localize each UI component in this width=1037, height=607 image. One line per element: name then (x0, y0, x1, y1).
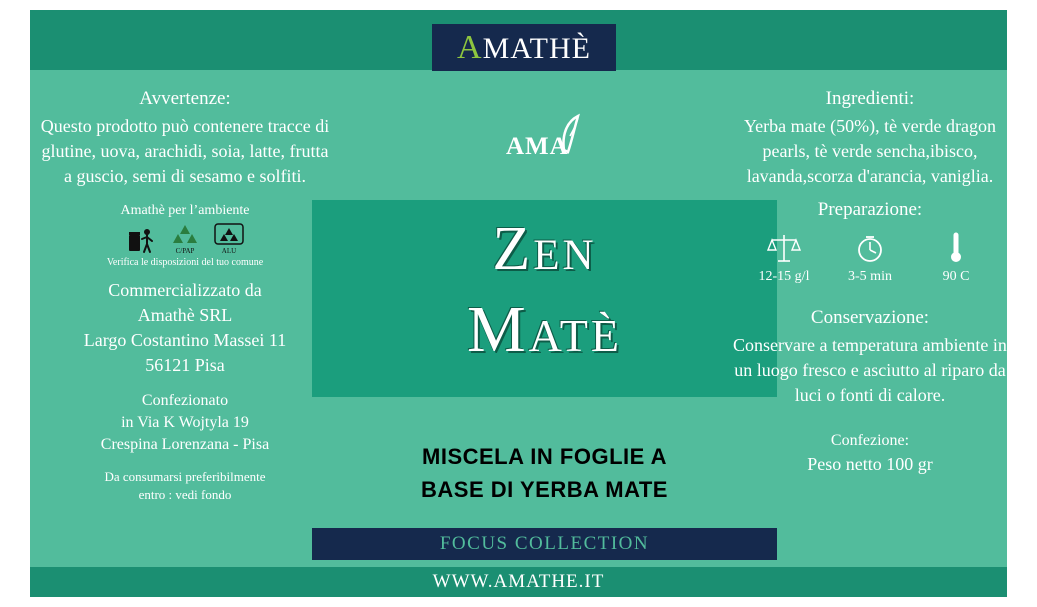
brand-name (457, 29, 591, 67)
product-name-line-1: Zen (492, 215, 597, 283)
package-title: Confezione: (830, 432, 910, 449)
distributor-line-1: Commercializzato da (108, 280, 262, 300)
brand-logo-box (432, 24, 616, 71)
recycle-aluminium-icon (212, 223, 246, 255)
website-label: WWW.AMATHE.IT (432, 571, 605, 592)
bin-litter-icon (124, 223, 158, 255)
distributor-line-4: 56121 Pisa (145, 355, 225, 375)
top-brand-bar (30, 10, 1007, 70)
footer-bar (30, 567, 1007, 597)
preparation-dose-value: 12-15 g/l (758, 269, 810, 284)
storage-text: Conservare a temperatura ambiente in un luogo fresco e asciutto al riparo da luci o fonti di calore. (733, 335, 1007, 405)
collection-label: FOCUS COLLECTION (439, 533, 650, 554)
brand-name-rest: MATHÈ (482, 31, 591, 65)
preparation-time (838, 227, 902, 285)
product-subtitle (312, 440, 777, 506)
packaging-line-2: in Via K Wojtyla 19 (121, 414, 249, 431)
collection-bar (312, 528, 777, 560)
right-info-column (730, 88, 1010, 477)
recycle-paper-label: C/PAP (175, 247, 195, 255)
product-subtitle-line-2: BASE DI YERBA MATE (421, 477, 668, 502)
ama-leaf-logo (492, 106, 592, 182)
preparation-time-value: 3-5 min (848, 269, 892, 284)
preparation-temperature-value: 90 C (942, 269, 970, 284)
preparation-icon-row (730, 227, 1010, 285)
clock-icon (838, 227, 902, 265)
ingredients-text: Yerba mate (50%), tè verde dragon pearls, tè verde sencha,ibisco, lavanda,scorza d'arancia, vaniglia. (743, 116, 997, 186)
thermometer-icon (924, 227, 988, 265)
preparation-dose (752, 227, 816, 285)
product-subtitle-line-1: MISCELA IN FOGLIE A (422, 444, 667, 469)
product-name-box (312, 200, 777, 397)
eco-title: Amathè per l’ambiente (120, 203, 250, 218)
recycle-aluminium-label: ALU (221, 247, 237, 255)
eco-note: Verifica le disposizioni del tuo comune (106, 257, 264, 268)
best-before-line-1: Da consumarsi preferibilmente (104, 469, 266, 484)
package-text: Peso netto 100 gr (807, 454, 933, 474)
preparation-temperature (924, 227, 988, 285)
preparation-title: Preparazione: (817, 199, 923, 220)
distributor-line-2: Amathè SRL (137, 305, 233, 325)
best-before-line-2: entro : vedi fondo (138, 487, 232, 502)
distributor-line-3: Largo Costantino Massei 11 (83, 330, 287, 350)
ingredients-title: Ingredienti: (825, 88, 915, 109)
svg-text:AMA: AMA (506, 133, 569, 160)
brand-initial: A (457, 28, 483, 66)
left-info-column (40, 88, 330, 504)
packaging-line-1: Confezionato (141, 392, 229, 409)
product-name-line-2: Matè (466, 293, 622, 366)
recycle-paper-icon (168, 223, 202, 255)
scale-icon (752, 227, 816, 265)
warnings-title: Avvertenze: (139, 88, 231, 109)
storage-title: Conservazione: (810, 307, 930, 328)
eco-icon-row (40, 223, 330, 255)
warnings-text: Questo prodotto può contenere tracce di glutine, uova, arachidi, soia, latte, frutta a guscio, semi di sesamo e solfiti. (40, 116, 330, 186)
label-artwork (30, 10, 1007, 597)
packaging-line-3: Crespina Lorenzana - Pisa (100, 436, 270, 453)
